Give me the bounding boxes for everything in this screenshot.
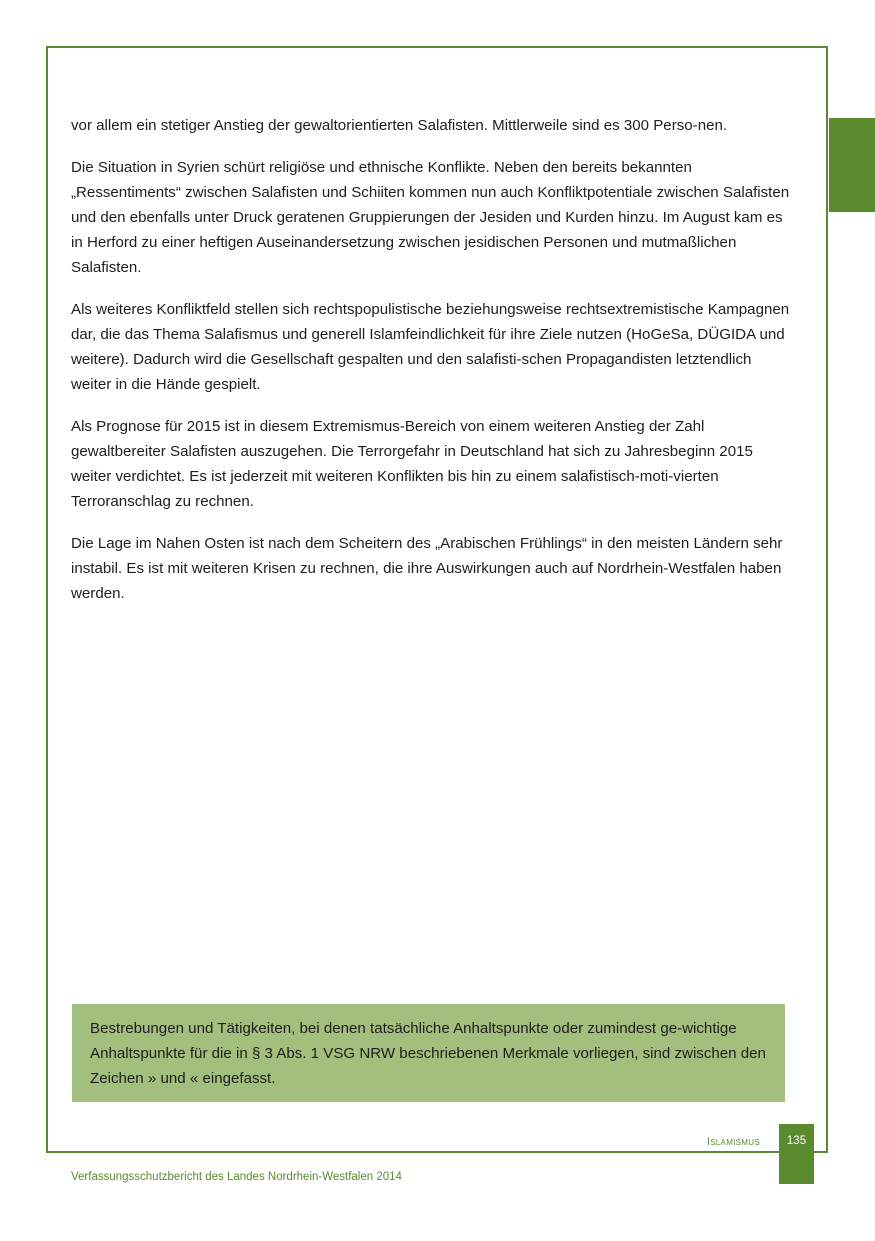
notice-box xyxy=(72,1004,785,1102)
chapter-tab-marker xyxy=(829,118,875,212)
notice-text: Bestrebungen und Tätigkeiten, bei denen tatsächliche Anhaltspunkte oder zumindest ge-wichtige Anhaltspunkte für die in § 3 Abs. 1 VSG NRW beschriebenen Merkmale vorliegen, sind zwischen den Zeichen » und « eingefasst. xyxy=(90,1020,766,1087)
page-number-box xyxy=(779,1124,814,1184)
paragraph-2: Die Situation in Syrien schürt religiöse und ethnische Konflikte. Neben den bereits bekannten „Ressentiments“ zwischen Salafisten und Schiiten kommen nun auch Konfliktpotentiale zwischen Salafisten und den ebenfalls unter Druck geratenen Gruppierungen der Jesiden und Kurden hinzu. Im August kam es in Herford zu einer heftigen Auseinandersetzung zwischen jesidischen Personen und mutmaßlichen Salafisten. xyxy=(71,159,790,276)
paragraph-1: vor allem ein stetiger Anstieg der gewaltorientierten Salafisten. Mittlerweile sind es 300 Perso-nen. xyxy=(71,117,728,134)
footer-text: Verfassungsschutzbericht des Landes Nordrhein-Westfalen 2014 xyxy=(71,1171,402,1183)
paragraph-4: Als Prognose für 2015 ist in diesem Extremismus-Bereich von einem weiteren Anstieg der Zahl gewaltbereiter Salafisten auszugehen. Die Terrorgefahr in Deutschland hat sich zu Jahresbeginn 2015 weiter verdichtet. Es ist jederzeit mit weiteren Konflikten bis hin zu einem salafistisch-moti-vierten Terroranschlag zu rechnen. xyxy=(71,418,753,510)
page-number: 135 xyxy=(786,1135,807,1147)
body-text xyxy=(71,113,791,623)
paragraph-5: Die Lage im Nahen Osten ist nach dem Scheitern des „Arabischen Frühlings“ in den meisten Ländern sehr instabil. Es ist mit weiteren Krisen zu rechnen, die ihre Auswirkungen auch auf Nordrhein-Westfalen haben werden. xyxy=(71,535,783,602)
section-label: Islamismus xyxy=(706,1136,760,1148)
paragraph-3: Als weiteres Konfliktfeld stellen sich rechtspopulistische beziehungsweise rechtsextremistische Kampagnen dar, die das Thema Salafismus und generell Islamfeindlichkeit für ihre Ziele nutzen (HoGeSa, DÜGIDA und weitere). Dadurch wird die Gesellschaft gespalten und den salafisti-schen Propagandisten letztendlich weiter in die Hände gespielt. xyxy=(71,301,790,393)
